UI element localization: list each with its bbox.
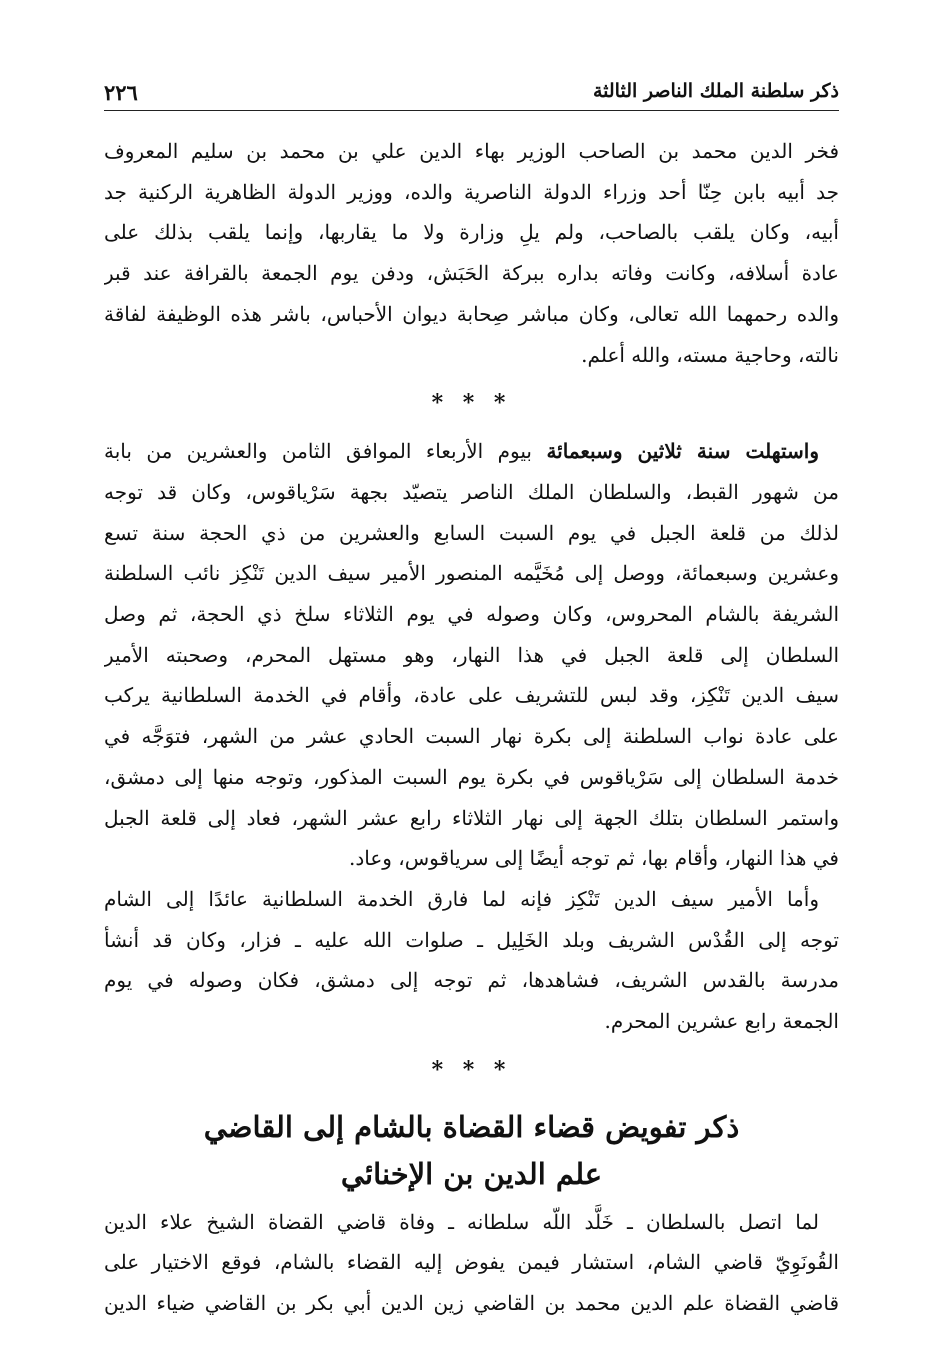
text-line: واستمر السلطان بتلك الجهة إلى نهار الثلاثاء رابع عشر الشهر، فعاد إلى قلعة الجبل: [104, 805, 839, 830]
text-line: عادة أسلافه، وكانت وفاته بداره ببركة الحَبَش، ودفن يوم الجمعة بالقرافة عند قبر: [104, 261, 839, 286]
text-line: لما اتصل بالسلطان ـ خَلَّد اللّه سلطانه ـ وفاة قاضي القضاة الشيخ علاء الدين: [104, 1209, 819, 1234]
text-line: الشريفة بالشام المحروس، وكان وصوله في يوم الثلاثاء سلخ ذي الحجة، ثم وصل: [104, 602, 839, 627]
paragraph-1: [104, 131, 839, 375]
text-line: لذلك من قلعة الجبل في يوم السبت السابع والعشرين من ذي الحجة سنة تسع: [104, 520, 839, 545]
text-line: والده رحمهما الله تعالى، وكان مباشر صِحابة ديوان الأحباس، باشر هذه الوظيفة لفاقة: [104, 301, 839, 326]
text-line: على عادة نواب السلطنة إلى بكرة نهار السبت الحادي عشر من الشهر، فتوَجَّه في: [104, 724, 839, 749]
text-segment: بيوم الأربعاء الموافق الثامن والعشرين من بابة: [104, 439, 532, 464]
text-line: القُونَوِيّ قاضي الشام، استشار فيمن يفوض إليه القضاء بالشام، فوقع الاختيار على: [104, 1250, 839, 1275]
running-header: [104, 70, 839, 116]
page-number: ٢٢٦: [104, 80, 138, 105]
section-heading-line-1: ذكر تفويض قضاء القضاة بالشام إلى القاضي: [203, 1109, 740, 1144]
year-opening-lead: واستهلت سنة ثلاثين وسبعمائة: [546, 439, 819, 464]
text-line: وعشرين وسبعمائة، ووصل إلى مُخَيَّمه المنصور الأمير سيف الدين تَنْكِز نائب السلطنة: [104, 561, 839, 586]
book-page: [104, 70, 839, 1324]
header-rule: [104, 110, 839, 111]
section-heading: [104, 1104, 839, 1198]
text-line: خدمة السلطان إلى سَرْياقوس في بكرة يوم السبت المذكور، وتوجه منها إلى دمشق،: [104, 764, 839, 789]
text-line: [104, 431, 839, 472]
section-separator: * * *: [431, 390, 512, 417]
text-line: وأما الأمير سيف الدين تَنْكِز فإنه لما فارق الخدمة السلطانية عائدًا إلى الشام: [104, 886, 819, 911]
section-separator: * * *: [431, 1056, 512, 1083]
text-line: السلطان إلى قلعة الجبل في هذا النهار، وهو مستهل المحرم، وصحبته الأمير: [104, 642, 839, 667]
section-heading-line-2: علم الدين بن الإخنائي: [340, 1156, 603, 1191]
paragraph-4: [104, 1202, 839, 1324]
text-line: جد أبيه بابن حِنّا أحد وزراء الدولة الناصرية والده، ووزير الدولة الظاهرية الركنية جد: [104, 179, 839, 204]
running-header-title: ذكر سلطنة الملك الناصر الثالثة: [592, 80, 839, 102]
text-line: سيف الدين تَنْكِز، وقد لبس للتشريف على عادة، وأقام في الخدمة السلطانية يركب: [104, 683, 839, 708]
paragraph-3: [104, 879, 839, 1042]
text-line: فخر الدين محمد بن الصاحب الوزير بهاء الدين علي بن محمد بن سليم المعروف: [104, 139, 839, 163]
text-line: نالته، وحاجية مسته، والله أعلم.: [581, 342, 839, 367]
text-line: قاضي القضاة علم الدين محمد بن القاضي زين الدين أبي بكر بن القاضي ضياء الدين: [104, 1291, 839, 1316]
text-line: من شهور القبط، والسلطان الملك الناصر يتصيّد بجهة سَرْياقوس، وكان قد توجه: [104, 479, 839, 504]
text-line: الجمعة رابع عشرين المحرم.: [604, 1009, 839, 1034]
text-line: أبيه، وكان يلقب بالصاحب، ولم يلِ وزارة ولا ما يقاربها، وإنما يلقب بذلك على: [104, 220, 839, 245]
paragraph-2: [104, 431, 839, 879]
text-line: مدرسة بالقدس الشريف، فشاهدها، ثم توجه إلى دمشق، فكان وصوله في يوم: [104, 968, 839, 993]
text-line: توجه إلى القُدْس الشريف وبلد الخَلِيل ـ صلوات الله عليه ـ فزار، وكان قد أنشأ: [104, 927, 839, 952]
text-line: في هذا النهار، وأقام بها، ثم توجه أيضًا إلى سرياقوس، وعاد.: [348, 846, 839, 871]
